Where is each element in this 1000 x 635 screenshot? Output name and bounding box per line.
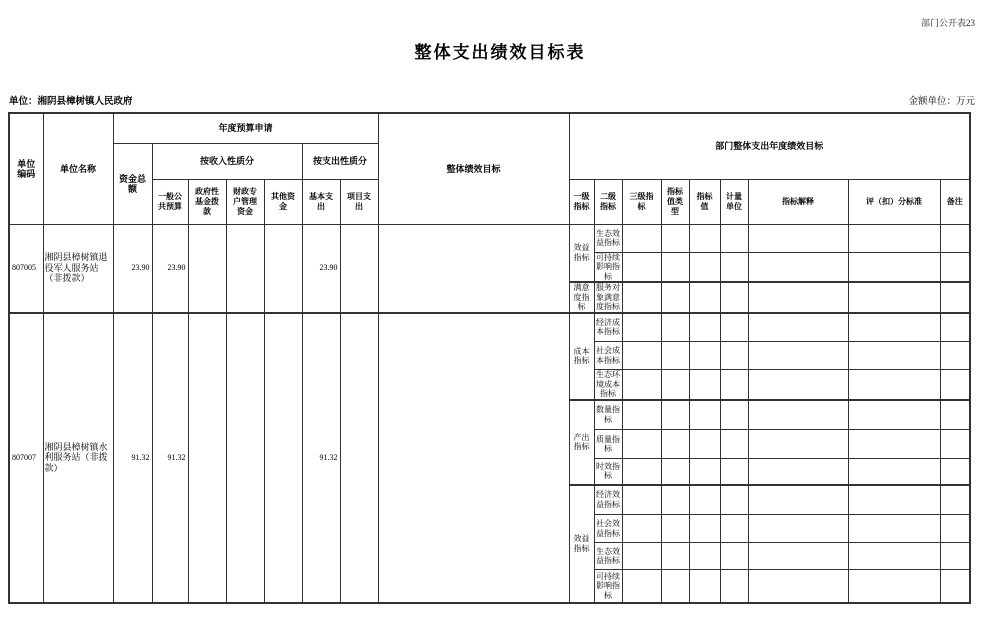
cell-level2-indicator: 质量指标 — [594, 430, 622, 459]
table-row — [9, 313, 970, 342]
cell-indicator-value-type — [661, 370, 689, 400]
cell-level3-indicator — [622, 370, 661, 400]
cell-basic-expenditure: 23.90 — [302, 224, 340, 313]
cell-remarks — [940, 224, 970, 252]
cell-level2-indicator: 生态环境成本指标 — [596, 370, 620, 398]
header-general-public-budget: 一般公共预算 — [152, 179, 188, 224]
cell-level3-indicator — [622, 515, 661, 543]
cell-scoring-standard — [848, 252, 940, 282]
cell-indicator-explanation — [748, 342, 848, 370]
cell-general-public-budget: 91.32 — [152, 313, 188, 603]
cell-indicator-value-type — [661, 543, 689, 570]
cell-remarks — [940, 282, 970, 313]
cell-level2-indicator: 时效指标 — [594, 459, 622, 485]
cell-level1-indicator: 效益指标 — [569, 224, 594, 282]
cell-unit-name: 湘阴县樟树镇水利服务站（非拨款） — [43, 313, 113, 603]
cell-measure-unit — [720, 252, 748, 282]
cell-level1-indicator: 成本指标 — [569, 313, 594, 400]
cell-level2-indicator: 经济效益指标 — [594, 485, 622, 515]
cell-remarks — [940, 313, 970, 342]
cell-indicator-explanation — [748, 400, 848, 430]
cell-indicator-explanation — [748, 370, 848, 400]
cell-level3-indicator — [622, 252, 661, 282]
cell-scoring-standard — [848, 543, 940, 570]
cell-indicator-value-type — [661, 342, 689, 370]
cell-remarks — [940, 485, 970, 515]
cell-level2-indicator: 生态效益指标 — [594, 543, 622, 570]
cell-indicator-value-type — [661, 485, 689, 515]
cell-indicator-explanation — [748, 459, 848, 485]
cell-measure-unit — [720, 543, 748, 570]
cell-measure-unit — [720, 224, 748, 252]
cell-indicator-value — [689, 282, 720, 313]
cell-indicator-value-type — [661, 313, 689, 342]
cell-indicator-explanation — [748, 543, 848, 570]
cell-level2-indicator: 生态效益指标 — [594, 224, 622, 252]
cell-indicator-value-type — [661, 282, 689, 313]
cell-indicator-value — [689, 430, 720, 459]
cell-indicator-value — [689, 515, 720, 543]
performance-target-table — [8, 112, 971, 604]
header-unit-name: 单位名称 — [43, 113, 113, 224]
cell-indicator-value — [689, 570, 720, 603]
cell-indicator-value-type — [661, 400, 689, 430]
cell-project-expenditure — [340, 224, 378, 313]
cell-scoring-standard — [848, 459, 940, 485]
header-fiscal-special-account-funds: 财政专户管理资金 — [226, 179, 264, 224]
cell-measure-unit — [720, 430, 748, 459]
cell-level3-indicator — [622, 543, 661, 570]
cell-scoring-standard — [848, 282, 940, 313]
cell-level3-indicator — [622, 400, 661, 430]
cell-measure-unit — [720, 485, 748, 515]
cell-indicator-value — [689, 342, 720, 370]
cell-fiscal-special-account-funds — [226, 313, 264, 603]
cell-unit-code: 807005 — [9, 224, 43, 313]
cell-general-public-budget: 23.90 — [152, 224, 188, 313]
header-measure-unit: 计量单位 — [720, 179, 748, 224]
cell-indicator-value — [689, 400, 720, 430]
cell-level3-indicator — [622, 570, 661, 603]
header-remarks: 备注 — [940, 179, 970, 224]
cell-fiscal-special-account-funds — [226, 224, 264, 313]
cell-remarks — [940, 459, 970, 485]
cell-level3-indicator — [622, 430, 661, 459]
cell-level3-indicator — [622, 485, 661, 515]
cell-level3-indicator — [622, 224, 661, 252]
cell-indicator-value-type — [661, 252, 689, 282]
cell-unit-code: 807007 — [9, 313, 43, 603]
cell-remarks — [940, 252, 970, 282]
cell-basic-expenditure: 91.32 — [302, 313, 340, 603]
header-overall-performance-target: 整体绩效目标 — [378, 113, 569, 224]
header-dept-overall-annual-target: 部门整体支出年度绩效目标 — [569, 113, 970, 179]
cell-indicator-value-type — [661, 570, 689, 603]
cell-scoring-standard — [848, 570, 940, 603]
cell-level1-indicator: 产出指标 — [569, 400, 594, 485]
cell-project-expenditure — [340, 313, 378, 603]
cell-indicator-explanation — [748, 282, 848, 313]
cell-government-fund-allocation — [188, 224, 226, 313]
cell-level3-indicator — [622, 282, 661, 313]
cell-level2-indicator: 社会成本指标 — [594, 342, 622, 370]
cell-indicator-value — [689, 313, 720, 342]
cell-other-funds — [264, 224, 302, 313]
cell-indicator-value — [689, 370, 720, 400]
table-row — [9, 224, 970, 252]
header-level3-indicator: 三级指标 — [622, 179, 661, 224]
cell-other-funds — [264, 313, 302, 603]
cell-government-fund-allocation — [188, 313, 226, 603]
cell-indicator-explanation — [748, 224, 848, 252]
header-by-expenditure-nature: 按支出性质分 — [302, 143, 378, 179]
cell-scoring-standard — [848, 370, 940, 400]
header-project-expenditure: 项目支出 — [340, 179, 378, 224]
cell-scoring-standard — [848, 430, 940, 459]
cell-indicator-value — [689, 224, 720, 252]
header-indicator-value: 指标值 — [689, 179, 720, 224]
header-scoring-standard: 评（扣）分标准 — [848, 179, 940, 224]
cell-indicator-value — [689, 543, 720, 570]
cell-level3-indicator — [622, 459, 661, 485]
cell-indicator-value — [689, 252, 720, 282]
cell-remarks — [940, 543, 970, 570]
cell-remarks — [940, 570, 970, 603]
cell-indicator-explanation — [748, 515, 848, 543]
header-indicator-value-type: 指标值类型 — [661, 179, 689, 224]
cell-scoring-standard — [848, 515, 940, 543]
cell-remarks — [940, 515, 970, 543]
cell-overall-performance-target — [378, 313, 569, 603]
cell-level2-indicator: 可持续影响指标 — [596, 252, 620, 281]
cell-measure-unit — [720, 313, 748, 342]
cell-level2-indicator: 社会效益指标 — [594, 515, 622, 543]
cell-indicator-explanation — [748, 252, 848, 282]
unit-name-label: 单位：湘阴县樟树镇人民政府 — [9, 97, 133, 107]
header-indicator-explanation: 指标解释 — [748, 179, 848, 224]
cell-remarks — [940, 342, 970, 370]
cell-unit-name: 湘阴县樟树镇退役军人服务站（非拨款） — [43, 224, 113, 313]
cell-level2-indicator: 数量指标 — [594, 400, 622, 430]
cell-total-funds: 91.32 — [113, 313, 152, 603]
header-total-funds: 资金总额 — [113, 143, 152, 224]
cell-indicator-value — [689, 459, 720, 485]
cell-level3-indicator — [622, 313, 661, 342]
header-basic-expenditure: 基本支出 — [302, 179, 340, 224]
cell-indicator-value-type — [661, 515, 689, 543]
cell-indicator-value-type — [661, 459, 689, 485]
header-other-funds: 其他资金 — [264, 179, 302, 224]
cell-measure-unit — [720, 515, 748, 543]
cell-remarks — [940, 430, 970, 459]
cell-remarks — [940, 400, 970, 430]
header-government-fund-allocation: 政府性基金拨款 — [188, 179, 226, 224]
cell-level2-indicator: 服务对象满意度指标 — [596, 283, 620, 311]
cell-measure-unit — [720, 459, 748, 485]
header-unit-code: 单位编码 — [9, 113, 43, 224]
cell-indicator-explanation — [748, 430, 848, 459]
doc-number-label: 部门公开表23 — [920, 18, 975, 28]
cell-level2-indicator: 可持续影响指标 — [594, 570, 622, 603]
cell-remarks — [940, 370, 970, 400]
cell-level1-indicator: 效益指标 — [569, 485, 594, 603]
cell-measure-unit — [720, 342, 748, 370]
cell-measure-unit — [720, 282, 748, 313]
cell-measure-unit — [720, 400, 748, 430]
cell-level3-indicator — [622, 342, 661, 370]
cell-level1-indicator: 满意度指标 — [569, 282, 594, 313]
cell-scoring-standard — [848, 485, 940, 515]
cell-indicator-explanation — [748, 485, 848, 515]
cell-scoring-standard — [848, 313, 940, 342]
cell-indicator-value — [689, 485, 720, 515]
header-annual-budget-request: 年度预算申请 — [113, 113, 378, 143]
cell-scoring-standard — [848, 224, 940, 252]
cell-scoring-standard — [848, 400, 940, 430]
cell-measure-unit — [720, 570, 748, 603]
cell-indicator-value-type — [661, 430, 689, 459]
cell-indicator-value-type — [661, 224, 689, 252]
cell-measure-unit — [720, 370, 748, 400]
cell-indicator-explanation — [748, 570, 848, 603]
cell-total-funds: 23.90 — [113, 224, 152, 313]
page-title: 整体支出绩效目标表 — [414, 43, 586, 62]
amount-unit-label: 金额单位：万元 — [908, 97, 975, 107]
cell-overall-performance-target — [378, 224, 569, 313]
cell-scoring-standard — [848, 342, 940, 370]
cell-level2-indicator: 经济成本指标 — [594, 313, 622, 342]
header-by-income-nature: 按收入性质分 — [152, 143, 302, 179]
header-level2-indicator: 二级指标 — [594, 179, 622, 224]
header-level1-indicator: 一级指标 — [569, 179, 594, 224]
cell-indicator-explanation — [748, 313, 848, 342]
